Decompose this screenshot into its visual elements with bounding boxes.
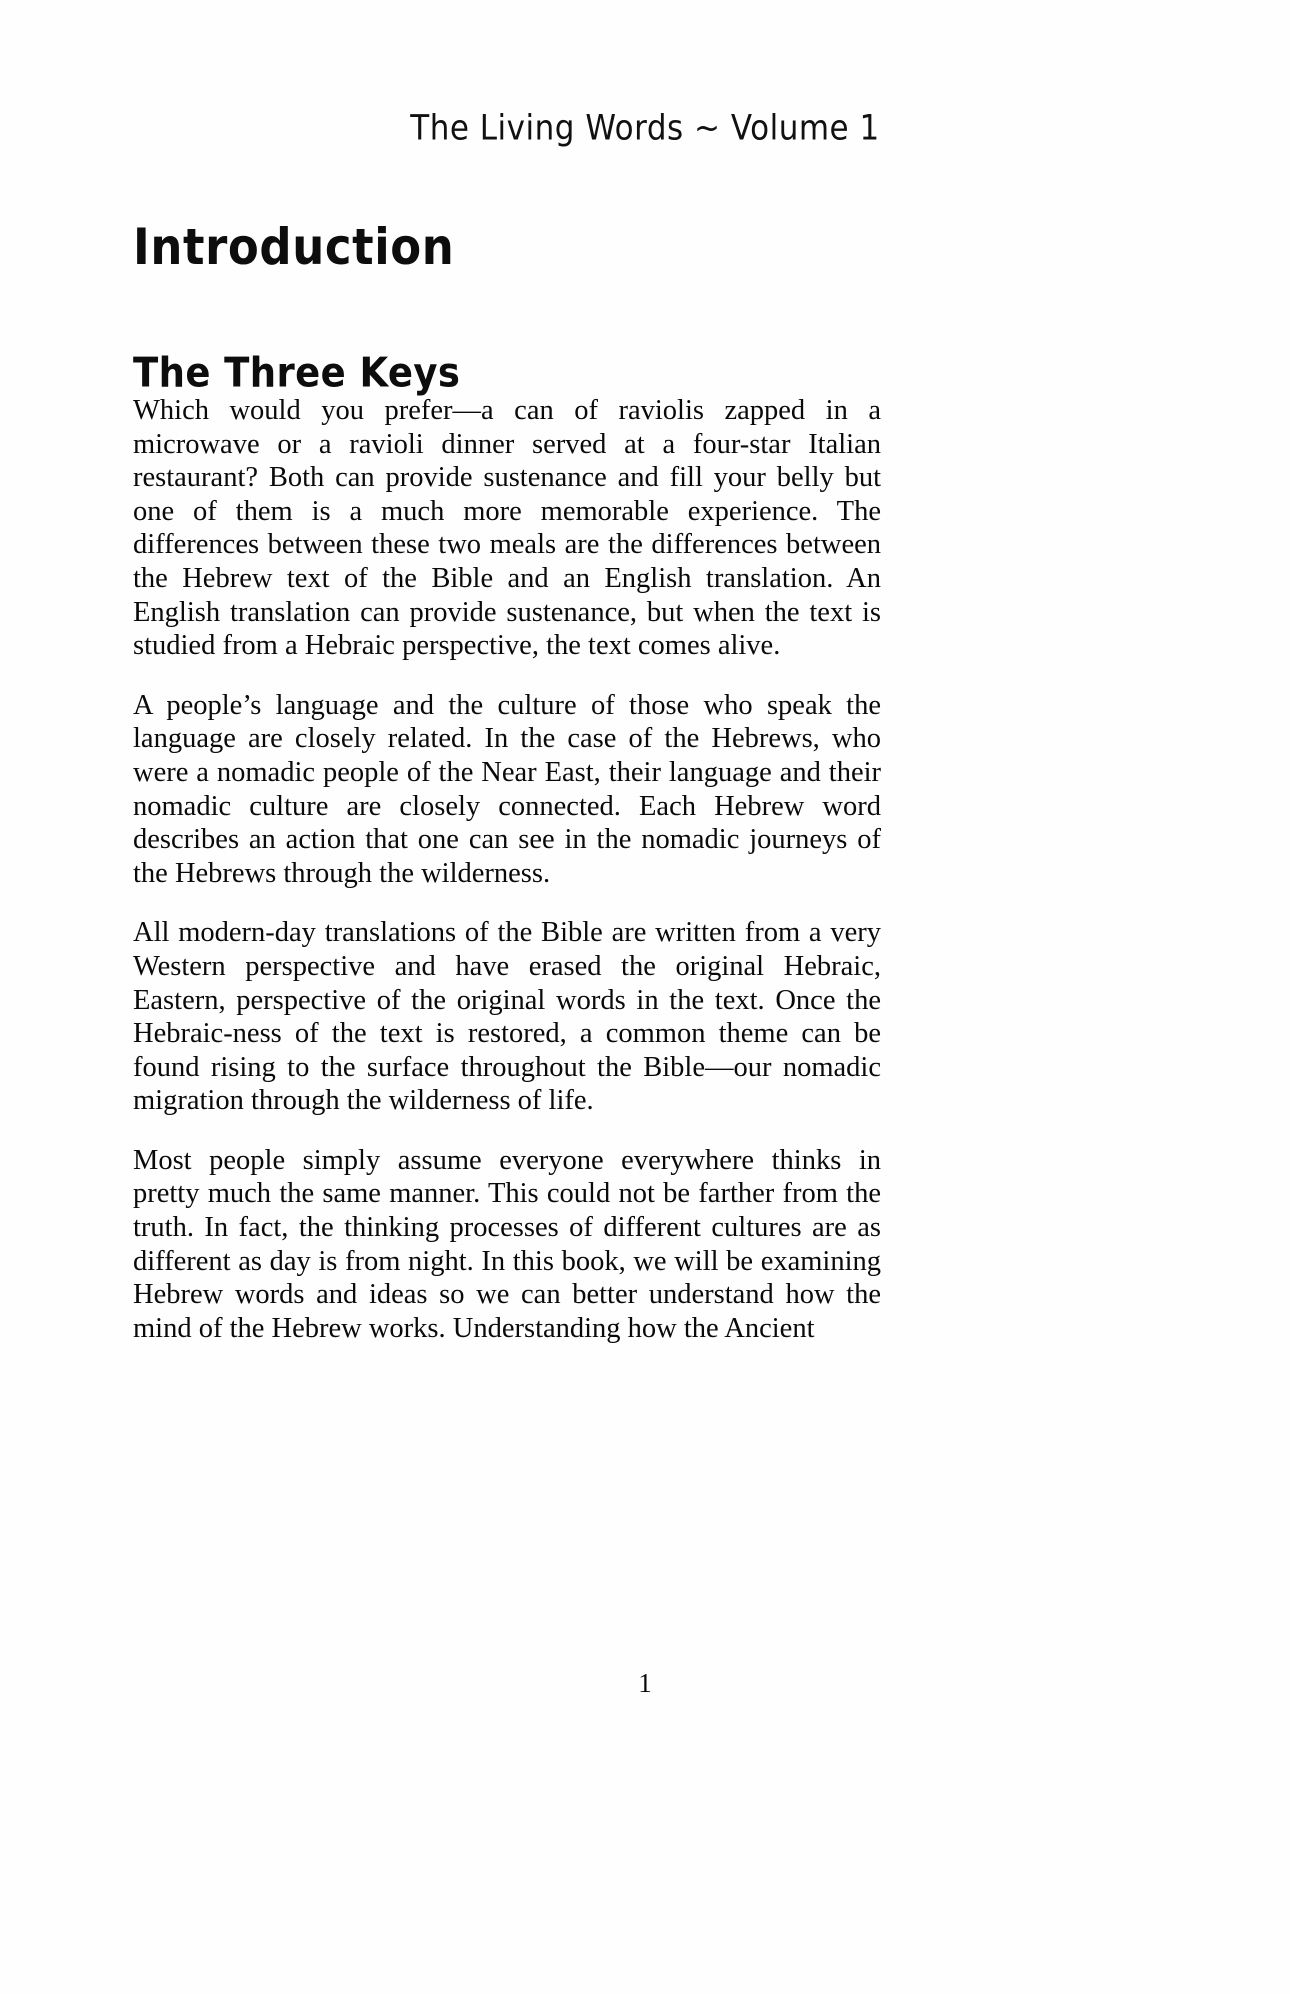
body-paragraph: Most people simply assume everyone everywhere thinks in pretty much the same manner. This could not be farther from the truth. In fact, the thinking processes of different cultures are as different as day is from night. In this book, we will be examining Hebrew words and ideas so we can better understand how the mind of the Hebrew works. Understanding how the Ancient xyxy=(133,1144,881,1344)
body-paragraph: All modern-day translations of the Bible are written from a very Western perspective and have erased the original Hebraic, Eastern, perspective of the original words in the text. Once the Hebraic-ness of the text is restored, a common theme can be found rising to the surface throughout the Bible—our nomadic migration through the wilderness of life. xyxy=(133,917,881,1117)
body-paragraph: A people’s language and the culture of those who speak the language are closely related. In the case of the Hebrews, who were a nomadic people of the Near East, their language and their nomadic culture are closely connected. Each Hebrew word describes an action that one can see in the nomadic journeys of the Hebrews through the wilderness. xyxy=(133,689,881,889)
running-head: The Living Words ~ Volume 1 xyxy=(410,108,880,149)
body-text-block xyxy=(133,394,881,1345)
section-heading: The Three Keys xyxy=(133,348,461,397)
chapter-title: Introduction xyxy=(133,218,455,277)
page-number: 1 xyxy=(638,1668,652,1698)
body-paragraph: Which would you prefer—a can of raviolis zapped in a microwave or a ravioli dinner served at a four-star Italian restaurant? Both can provide sustenance and fill your belly but one of them is a much more memorable experience. The differences between these two meals are the differences between the Hebrew text of the Bible and an English translation. An English translation can provide sustenance, but when the text is studied from a Hebraic perspective, the text comes alive. xyxy=(133,395,881,662)
